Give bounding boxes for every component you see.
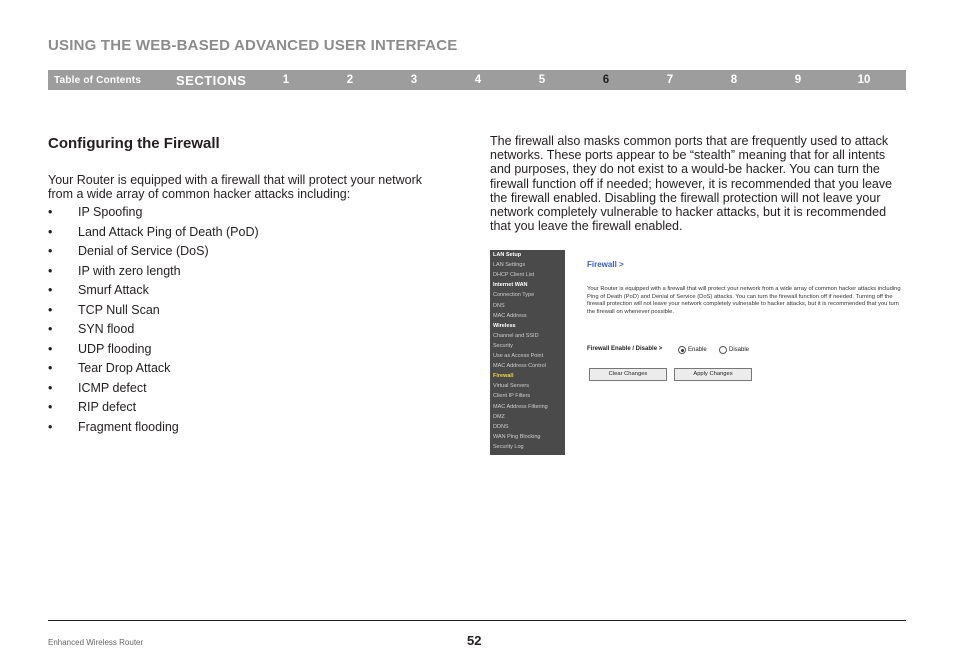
section-link-1[interactable]: 1: [282, 74, 290, 86]
disable-radio-label: Disable: [729, 347, 750, 353]
router-ui-sidebar: [490, 250, 565, 455]
page-number: 52: [467, 633, 482, 648]
bullet-text: ICMP defect: [78, 380, 147, 395]
bullet-text: IP Spoofing: [78, 205, 143, 219]
router-sidebar-item[interactable]: MAC Address Filtering: [493, 403, 548, 410]
section-title: Configuring the Firewall: [48, 135, 220, 152]
bullet-dot-icon: •: [48, 400, 53, 414]
router-sidebar-item[interactable]: LAN Settings: [493, 262, 526, 269]
section-link-4[interactable]: 4: [474, 74, 482, 86]
router-sidebar-heading: Internet WAN: [493, 282, 528, 289]
firewall-enable-label: Firewall Enable / Disable >: [587, 346, 663, 352]
clear-changes-button[interactable]: Clear Changes: [589, 368, 667, 381]
bullet-item: [48, 244, 259, 264]
bullet-text: Smurf Attack: [78, 283, 149, 297]
bullet-item: [48, 381, 259, 401]
section-link-3[interactable]: 3: [410, 74, 418, 86]
bullet-text: TCP Null Scan: [78, 302, 160, 317]
bullet-item: [48, 264, 259, 284]
router-sidebar-item[interactable]: Connection Type: [493, 292, 535, 299]
table-of-contents-link[interactable]: Table of Contents: [54, 75, 142, 86]
router-sidebar-item[interactable]: DHCP Client List: [493, 272, 535, 279]
router-sidebar-heading: LAN Setup: [493, 252, 522, 258]
bullet-text: Fragment flooding: [78, 419, 179, 434]
bullet-dot-icon: •: [48, 283, 53, 297]
router-sidebar-item[interactable]: Security: [493, 342, 513, 349]
router-sidebar-heading: Wireless: [493, 322, 516, 329]
sections-label: SECTIONS: [176, 73, 247, 88]
bullet-item: [48, 303, 259, 323]
section-link-5[interactable]: 5: [538, 74, 546, 86]
section-link-8[interactable]: 8: [730, 74, 738, 86]
bullet-dot-icon: •: [48, 419, 53, 434]
footer-divider: [48, 620, 906, 621]
section-link-7[interactable]: 7: [666, 74, 674, 86]
disable-radio[interactable]: [719, 346, 727, 354]
bullet-item: [48, 283, 259, 303]
router-sidebar-item[interactable]: WAN Ping Blocking: [493, 433, 541, 440]
router-sidebar-item[interactable]: MAC Address Control: [493, 363, 546, 370]
bullet-dot-icon: •: [48, 322, 53, 336]
bullet-dot-icon: •: [48, 380, 53, 395]
router-sidebar-item[interactable]: MAC Address: [493, 312, 527, 319]
bullet-dot-icon: •: [48, 263, 53, 278]
enable-radio-label: Enable: [688, 347, 707, 353]
bullet-text: Tear Drop Attack: [78, 361, 171, 375]
header-title: USING THE WEB-BASED ADVANCED USER INTERFACE: [48, 37, 458, 54]
bullet-item: [48, 400, 259, 420]
apply-changes-button[interactable]: Apply Changes: [674, 368, 752, 381]
router-ui-description: Your Router is equipped with a firewall that will protect your network from a wide array of common hacker attacks including Ping of Death (PoD) and Denial of Service (DoS) attacks. You can turn the firewall function off if needed. Turning off the firewall protection will not leave your network completely vulnerable to hacker attacks, but it is recommended that you turn the firewall on whenever possible.: [587, 286, 901, 315]
section-link-6-active[interactable]: 6: [602, 74, 610, 86]
router-sidebar-item[interactable]: DNS: [493, 302, 505, 309]
bullet-dot-icon: •: [48, 224, 53, 239]
footer-product-name: Enhanced Wireless Router: [48, 638, 144, 647]
bullet-dot-icon: •: [48, 302, 53, 317]
router-sidebar-item[interactable]: DMZ: [493, 413, 505, 420]
section-link-10[interactable]: 10: [857, 74, 871, 86]
bullet-dot-icon: •: [48, 341, 53, 356]
section-nav-bar: [48, 70, 906, 90]
enable-radio[interactable]: [678, 346, 686, 354]
bullet-item: [48, 225, 259, 245]
bullet-dot-icon: •: [48, 361, 53, 375]
section-link-2[interactable]: 2: [346, 74, 354, 86]
bullet-text: SYN flood: [78, 322, 135, 336]
bullet-text: RIP defect: [78, 400, 137, 414]
router-sidebar-item[interactable]: Client IP Filters: [493, 393, 531, 400]
router-sidebar-item[interactable]: Security Log: [493, 443, 524, 450]
router-sidebar-item[interactable]: DDNS: [493, 423, 509, 430]
bullet-item: [48, 361, 259, 381]
bullet-item: [48, 342, 259, 362]
router-sidebar-item[interactable]: Channel and SSID: [493, 332, 539, 339]
bullet-item: [48, 322, 259, 342]
router-sidebar-item[interactable]: Use as Access Point: [493, 353, 544, 359]
bullet-dot-icon: •: [48, 244, 53, 258]
section-link-9[interactable]: 9: [794, 74, 802, 86]
router-sidebar-item[interactable]: Firewall: [493, 373, 514, 380]
bullet-text: Denial of Service (DoS): [78, 244, 209, 258]
intro-paragraph: Your Router is equipped with a firewall that will protect your network from a wide array of common hacker attacks including:: [48, 173, 423, 201]
bullet-text: IP with zero length: [78, 263, 181, 278]
firewall-paragraph: The firewall also masks common ports that are frequently used to attack networks. These ports appear to be “stealth” meaning that for all intents and purposes, they do not exist to a would-be hacker. You can turn the firewall function off if needed; however, it is recommended that you leave the firewall enabled. Disabling the firewall protection will not leave your network completely vulnerable to hacker attacks, but it is recommended that you leave the firewall enabled.: [490, 134, 893, 234]
bullet-item: [48, 420, 259, 440]
bullet-text: UDP flooding: [78, 341, 152, 356]
bullet-dot-icon: •: [48, 205, 53, 219]
bullet-text: Land Attack Ping of Death (PoD): [78, 224, 259, 239]
bullet-item: [48, 205, 259, 225]
attack-list: [48, 205, 259, 439]
router-ui-page-title: Firewall >: [587, 260, 624, 269]
router-sidebar-item[interactable]: Virtual Servers: [493, 383, 529, 390]
